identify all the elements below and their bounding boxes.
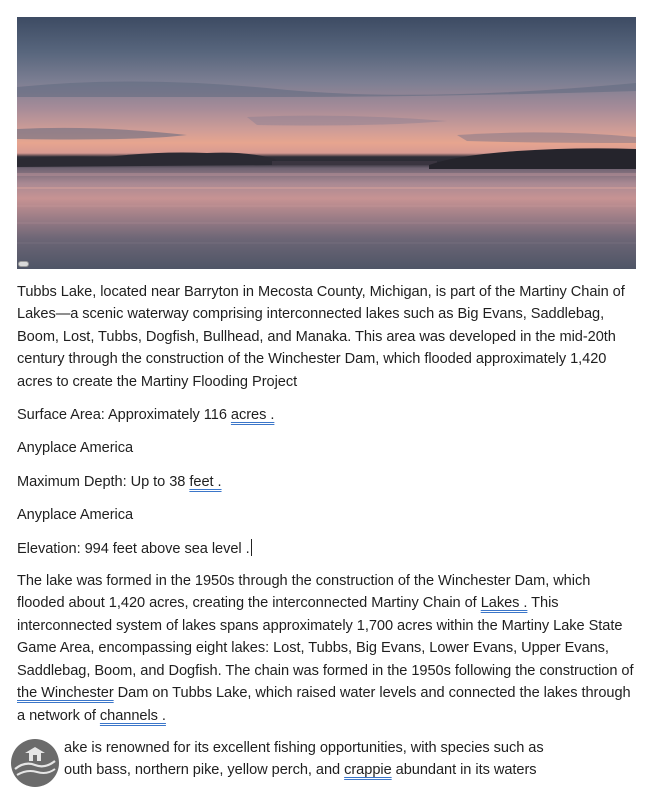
document-body xyxy=(17,17,637,782)
surface-area-text: Surface Area: Approximately 116 xyxy=(17,407,231,424)
image-handle-icon[interactable] xyxy=(18,261,29,267)
logo-overlap-mask xyxy=(59,739,64,787)
history-part-1: The lake was formed in the 1950s through the construction of the Winchester Dam, which flooded about 1,420 acres, creating the interconnected Martiny Chain of xyxy=(17,573,591,612)
anyplace-line-1: Anyplace America xyxy=(17,440,134,457)
fishing-line-2a: outh bass, northern pike, yellow perch, and xyxy=(64,762,345,779)
max-depth-text: Maximum Depth: Up to 38 xyxy=(17,473,190,490)
acres-link[interactable]: acres . xyxy=(230,407,275,424)
elevation-line[interactable] xyxy=(17,538,637,560)
logo-graphic xyxy=(11,739,59,787)
photo-scenery xyxy=(17,17,636,269)
crappie-link[interactable]: crappie xyxy=(344,762,392,779)
fishing-paragraph xyxy=(17,737,637,782)
fishing-line-2b: abundant in its waters xyxy=(391,762,537,779)
fishing-line-1: ake is renowned for its excellent fishing opportunities, with species such as xyxy=(64,739,544,756)
history-paragraph xyxy=(17,570,637,727)
feet-link[interactable]: feet . xyxy=(189,473,222,490)
history-part-2: This interconnected system of lakes spans approximately 1,700 acres within the Martiny Lake State Game Area, encompassing eight lakes: Lost, Tubbs, Big Evans, Lower Evans, Upper Evans, Saddlebag, Boom, and Dogfish. The chain was formed in the 1950s following the construction of xyxy=(17,595,634,679)
intro-paragraph: Tubbs Lake, located near Barryton in Mecosta County, Michigan, is part of the Martiny Chain of Lakes—a scenic waterway comprising interconnected lakes such as Big Evans, Saddlebag, Boom, Lost, Tubbs, Dogfish, Bullhead, and Manaka. This area was developed in the mid-20th century through the construction of the Winchester Dam, which flooded approximately 1,420 acres to create the Martiny Flooding Project xyxy=(17,284,625,390)
text-cursor xyxy=(251,539,252,556)
anyplace-line-2: Anyplace America xyxy=(17,507,134,524)
channels-link[interactable]: channels . xyxy=(99,707,166,724)
max-depth-line xyxy=(17,471,637,493)
lakes-link[interactable]: Lakes . xyxy=(480,595,528,612)
elevation-text: Elevation: 994 feet above sea level . xyxy=(17,540,250,557)
the-winchester-link[interactable]: the Winchester xyxy=(17,685,114,702)
surface-area-line xyxy=(17,404,637,426)
michigan-dnr-logo-icon[interactable] xyxy=(11,739,59,787)
history-part-3: Dam on Tubbs Lake, which raised water levels and connected the lakes through a network of xyxy=(17,685,631,724)
sunset-lake-photo[interactable] xyxy=(17,17,636,269)
